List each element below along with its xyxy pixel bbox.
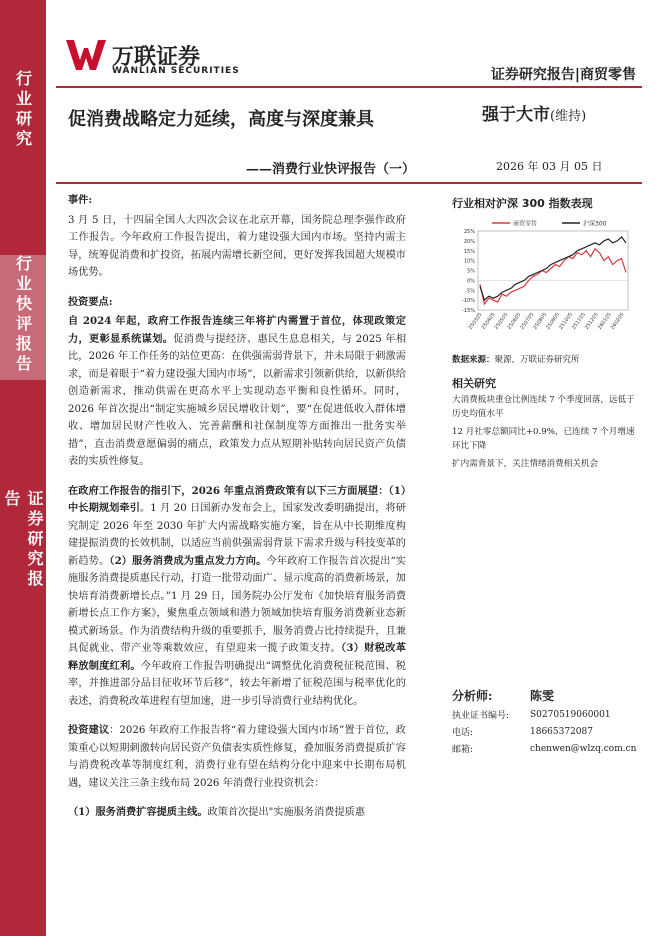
email-address[interactable]: chenwen@wlzq.com.cn	[530, 743, 637, 754]
phone-label: 电话:	[452, 728, 474, 738]
header	[56, 38, 642, 88]
paragraph-4-text: 政策首次提出"实施服务消费提质惠	[207, 807, 366, 818]
paragraph-2-bold-2: （2）服务消费成为重点发力方向。	[109, 554, 267, 567]
event-label: 事件:	[68, 194, 93, 206]
main-body	[68, 192, 406, 834]
cert-label: 执业证书编号:	[452, 711, 510, 721]
x-tick-label: 250805	[532, 311, 549, 331]
title-divider	[56, 182, 642, 184]
rating	[482, 100, 586, 125]
x-tick-label: 250905	[545, 311, 562, 331]
x-tick-label: 251005	[558, 311, 575, 331]
x-tick-label: 250605	[506, 311, 523, 331]
y-tick-label: 20%	[463, 238, 475, 245]
event-text: 3 月 5 日，十四届全国人大四次会议在北京开幕，国务院总理李强作政府工作报告。今年政府工作报告提出，着力建设强大国内市场。坚持内需主导，统筹促消费和扩投资，拓展内需增长新空间，更好发挥我国超大规模市场优势。	[68, 214, 406, 278]
y-tick-label: -5%	[465, 288, 475, 295]
report-type: 证券研究报告|商贸零售	[490, 67, 636, 83]
y-tick-label: 15%	[463, 248, 475, 255]
x-tick-label: 260105	[596, 311, 613, 331]
wanlian-logo-icon	[66, 40, 106, 70]
phone-number: 18665372087	[530, 726, 593, 737]
sidebar-label-quick-review: 行业快评报告	[0, 255, 46, 380]
y-tick-label: 0%	[467, 278, 475, 285]
paragraph-2-text-1: 。1 月 20 日国新办发布会上，国家发改委明确提出，将研究制定 2026 年至 2030 年扩大内需战略实施方案，旨在从中长期维度构建提振消费的长效机制，以适应当前供强需弱背景下需求升级与科技变革的新趋势。	[68, 503, 406, 567]
rating-main: 强于大市	[482, 105, 550, 125]
paragraph-3-text: ：2026 年政府工作报告将“着力建设强大国内市场”置于首位，政策重心以短期刺激转向居民资产负债表实质性修复，叠加服务消费提质扩容与消费税改革等制度红利，消费行业有望在结构分化中迎来中长期布局机遇，建议关注三条主线布局 2026 年消费行业投资机会：	[68, 725, 406, 789]
report-title: 促消费战略定力延续，高度与深度兼具	[68, 109, 374, 130]
sidebar-label-securities-report: 证券研究报告	[2, 490, 44, 590]
header-divider	[56, 86, 642, 88]
paragraph-2	[68, 483, 406, 711]
logo-text-en: WANLIAN SECURITIES	[112, 66, 240, 76]
cert-number: S0270519060001	[530, 709, 611, 720]
series-line-0	[480, 249, 626, 304]
x-tick-label: 250705	[519, 311, 536, 331]
x-tick-label: 251105	[571, 311, 587, 331]
paragraph-2-text-2: 今年政府工作报告首次提出“实施服务消费提质惠民行动，打造一批带动面广、显示度高的消费新场景，加快培育消费新增长点。”1 月 29 日，国务院办公厅发布《加快培育服务消费新增长点工作方案》，聚焦重点领域和潜力领域加快培育服务消费新业态新模式新场景。作为消费结构升级的重要抓手，服务消费占比持续提升，且兼具促就业、带产业等乘数效应，有望迎来一揽子政策支持。	[68, 555, 406, 654]
sidebar	[0, 0, 46, 936]
points-label: 投资要点:	[68, 295, 113, 308]
y-tick-label: -10%	[462, 298, 475, 305]
y-tick-label: 10%	[463, 258, 475, 265]
series-line-1	[480, 237, 626, 300]
analyst-name: 陈雯	[530, 688, 555, 703]
related-item[interactable]: 大消费板块重仓比例连续 7 个季度回落，远低于历史均值水平	[452, 395, 635, 419]
report-subtitle: ——消费行业快评报告（一）	[246, 162, 416, 177]
chart-title: 行业相对沪深 300 指数表现	[452, 197, 593, 210]
paragraph-2-text-3: 今年政府工作报告明确提出“调整优化消费税征税范围、税率，并推进部分品目征收环节后移”，较去年新增了征税范围与税率优化的表述，消费税改革进程有望加速，进一步引导消费行业结构优化。	[68, 660, 406, 707]
related-item[interactable]: 扩内需背景下，关注情绪消费相关机会	[452, 459, 599, 469]
data-source-label: 数据来源：	[452, 355, 495, 365]
rating-sub: (维持)	[550, 109, 587, 124]
analyst-role-label: 分析师:	[452, 688, 493, 703]
x-tick-label: 250505	[493, 311, 510, 331]
paragraph-1	[68, 313, 406, 471]
paragraph-1-bold: 自 2024 年起，政府工作报告连续三年将扩内需置于首位，体现政策定力，更彰显系统谋划。	[68, 315, 406, 345]
y-tick-label: -15%	[462, 308, 475, 314]
x-tick-label: 250405	[480, 311, 497, 331]
y-tick-label: 5%	[467, 268, 475, 275]
report-date: 2026 年 03 月 05 日	[496, 160, 603, 173]
legend-label: 沪深300	[583, 220, 607, 228]
y-tick-label: 25%	[463, 229, 475, 235]
paragraph-2-bold-1: 在政府工作报告的指引下，2026 年重点消费政策有以下三方面展望：（1）中长期规划牵引	[68, 484, 406, 514]
paragraph-4-bold: （1）服务消费扩容提质主线。	[68, 806, 208, 818]
analyst-info	[452, 684, 652, 757]
related-item[interactable]: 12 月社零总额同比+0.9%，已连续 7 个月增速环比下降	[452, 427, 635, 451]
related-research-title: 相关研究	[452, 377, 496, 390]
paragraph-4	[68, 804, 406, 822]
chart-panel	[452, 195, 642, 353]
paragraph-2-bold-3: （3）财税改革释放制度红利。	[68, 642, 406, 672]
paragraph-3	[68, 722, 406, 792]
legend-label: 商贸零售	[513, 220, 538, 228]
sidebar-label-industry-research: 行业研究	[13, 70, 33, 150]
paragraph-1-text: 促消费与提经济、惠民生息息相关，与 2025 年相比，2026 年工作任务的站位更高：在供强需弱背景下，并未局限于刺激需求，而是着眼于“着力建设强大国内市场”，以新需求引领新供给，以新供给创造新需求，推动供需在更高水平上实现动态平衡和良性循环。同时，2026 年首次提出“制定实施城乡居民增收计划”，要“在促进低收入群体增收、增加居民财产性收入、完善薪酬和社保制度等方面推出一批务实举措”，直击消费意愿偏弱的痛点，政策发力点从短期补贴转向居民资产负债表的实质性修复。	[68, 333, 407, 467]
x-tick-label: 260205	[609, 311, 626, 331]
data-source	[452, 353, 580, 365]
relative-performance-chart	[452, 215, 632, 350]
logo-text-cn: 万联证券	[112, 45, 201, 70]
x-tick-label: 250305	[467, 311, 484, 331]
x-tick-label: 251205	[583, 311, 600, 331]
paragraph-3-bold: 投资建议	[68, 724, 110, 736]
related-research-list	[452, 393, 642, 475]
data-source-text: 聚源，万联证券研究所	[494, 355, 580, 365]
email-label: 邮箱:	[452, 745, 474, 755]
